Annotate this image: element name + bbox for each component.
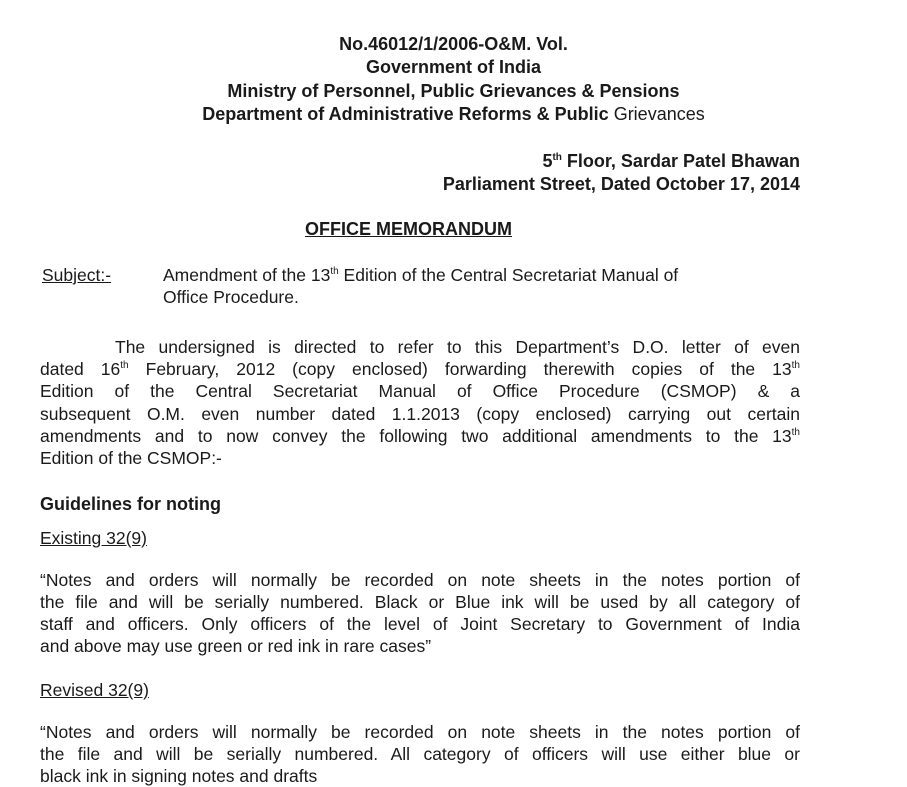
text: Amendment of the 13: [163, 265, 331, 285]
existing-line: the file and will be serially numbered. Black or Blue ink will be used by all category of: [40, 592, 800, 612]
sup: th: [791, 360, 800, 372]
memo-title: OFFICE MEMORANDUM: [305, 219, 512, 239]
sup: th: [120, 360, 129, 372]
floor-rest: Floor, Sardar Patel Bhawan: [561, 151, 800, 171]
guidelines-heading: Guidelines for noting: [40, 494, 221, 514]
para-line: [40, 359, 800, 380]
revised-line: “Notes and orders will normally be recorded on note sheets in the notes portion of: [40, 722, 800, 742]
para-line: [40, 426, 800, 447]
existing-label: Existing 32(9): [40, 528, 147, 548]
subject-line-1: [163, 265, 678, 286]
para-line: Edition of the Central Secretariat Manual of Office Procedure (CSMOP) & a: [40, 381, 800, 401]
floor-sup: th: [552, 152, 562, 163]
revised-line: black ink in signing notes and drafts: [40, 766, 318, 786]
revised-label: Revised 32(9): [40, 680, 149, 700]
sup: th: [791, 427, 800, 439]
existing-line: “Notes and orders will normally be recorded on note sheets in the notes portion of: [40, 570, 800, 590]
text: Edition of the Central Secretariat Manual of: [338, 265, 679, 285]
address-floor: [542, 151, 800, 172]
subject-line-2: Office Procedure.: [163, 287, 299, 307]
address-street-date: Parliament Street, Dated October 17, 2014: [442, 174, 800, 194]
text: dated 16: [40, 359, 121, 379]
para-line: subsequent O.M. even number dated 1.1.2013 (copy enclosed) carrying out certain: [40, 404, 800, 424]
government: Government of India: [365, 57, 542, 77]
sup: th: [330, 266, 339, 278]
existing-line: and above may use green or red ink in rare cases”: [40, 636, 432, 656]
text: amendments and to now convey the following two additional amendments to the 13: [40, 426, 792, 446]
file-number: No.46012/1/2006-O&M. Vol.: [339, 34, 568, 54]
department-tail: Grievances: [613, 104, 705, 124]
ministry: Ministry of Personnel, Public Grievances & Pensions: [227, 81, 680, 101]
floor-num: 5: [542, 151, 553, 171]
existing-line: staff and officers. Only officers of the level of Joint Secretary to Government of India: [40, 614, 800, 634]
para-line: The undersigned is directed to refer to this Department’s D.O. letter of even: [115, 337, 800, 357]
department: [0, 104, 907, 125]
subject-label: Subject:-: [42, 265, 112, 285]
text: February, 2012 (copy enclosed) forwarding therewith copies of the 13: [128, 359, 792, 379]
department-name: Department of Administrative Reforms & Public: [202, 104, 609, 124]
para-line: Edition of the CSMOP:-: [40, 448, 222, 468]
revised-line: the file and will be serially numbered. All category of officers will use either blue or: [40, 744, 800, 764]
